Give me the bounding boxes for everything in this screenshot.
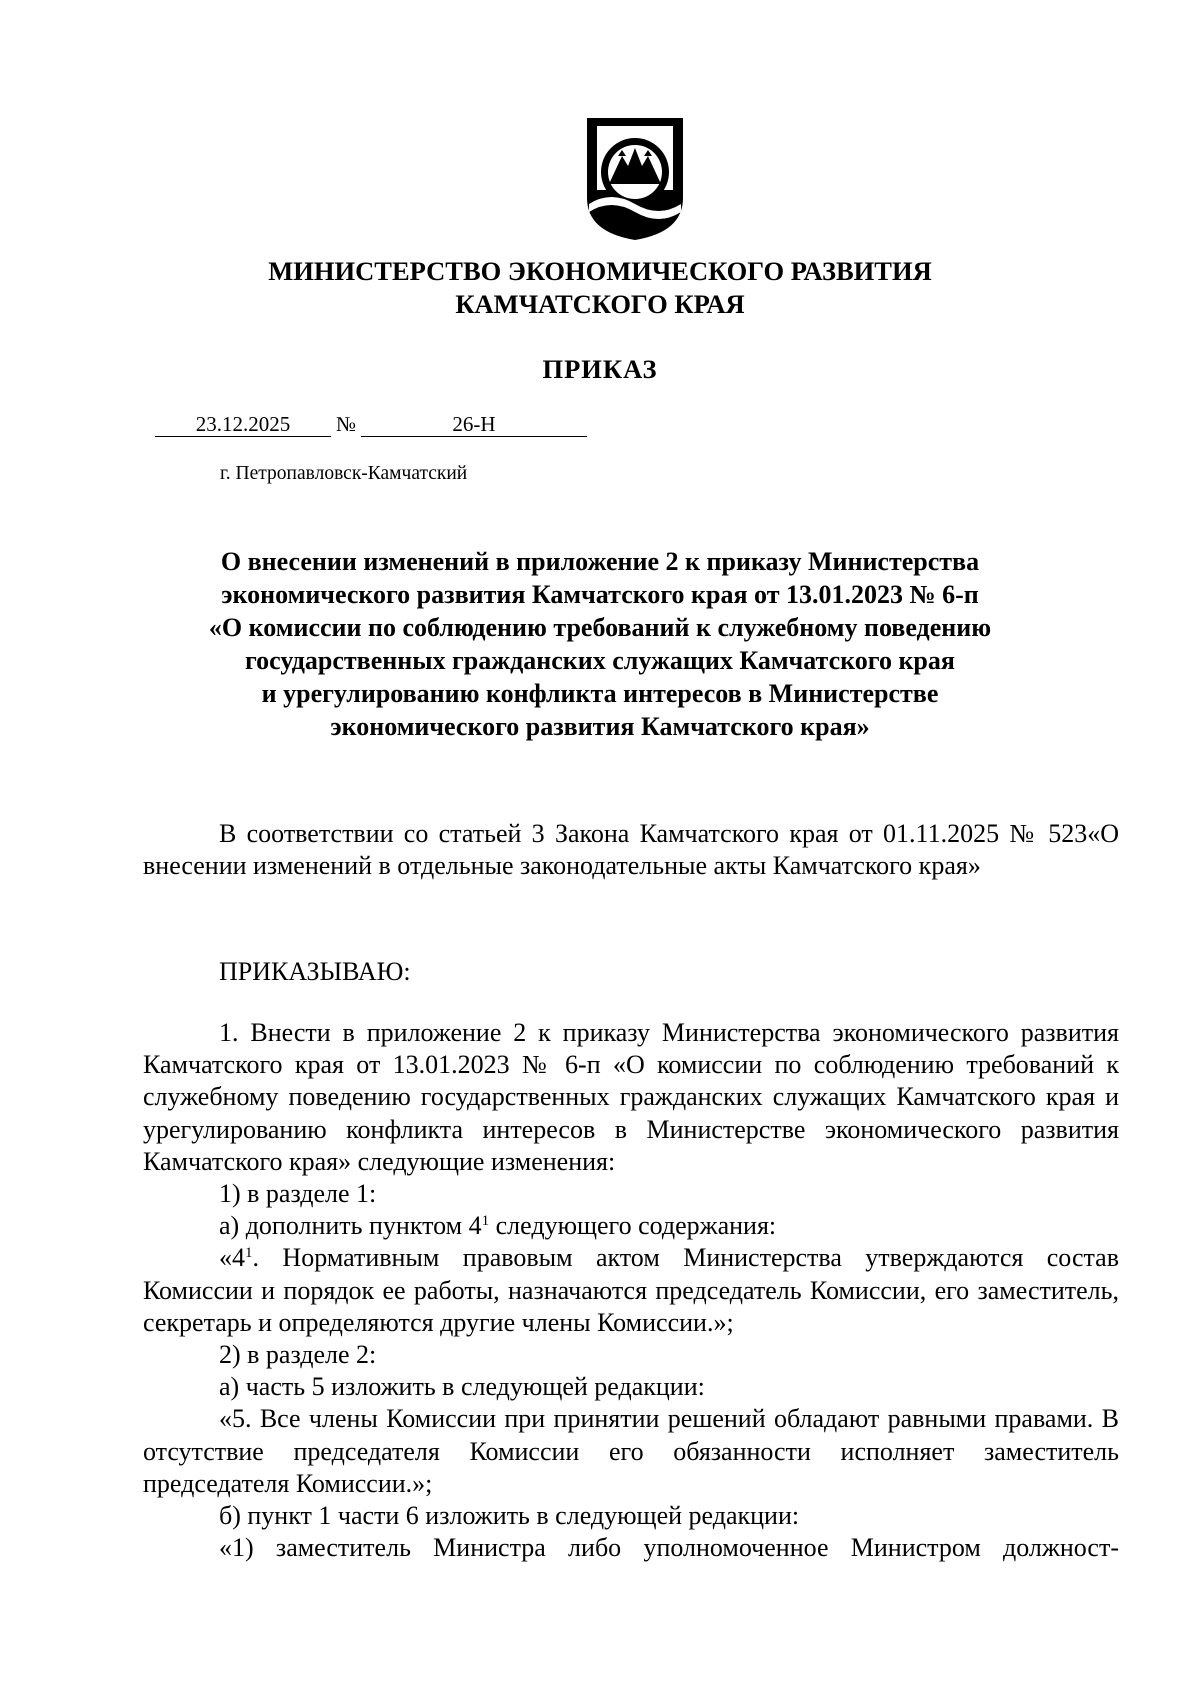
order-word-paragraph (143, 956, 1119, 988)
ministry-line-2: КАМЧАТСКОГО КРАЯ (455, 289, 745, 319)
section-2-subitem-b: б) пункт 1 части 6 изложить в следующей редакции: (219, 1501, 800, 1531)
section-1-subitem-a (143, 1210, 1119, 1242)
item-1: 1. Внести в приложение 2 к приказу Министерства экономического развития Камчатского края от 13.01.2023 № 6-п «О комиссии по соблюдению требований к служебному поведению государственных гражданских служащих Камчатского края и урегулированию конфликта интересов в Министерстве экономического развития Камчатского края» следующие изменения: (143, 1018, 1119, 1176)
legal-basis-paragraph (143, 818, 1119, 882)
coat-of-arms-icon (581, 112, 689, 242)
ministry-line-1: МИНИСТЕРСТВО ЭКОНОМИЧЕСКОГО РАЗВИТИЯ (268, 256, 932, 286)
order-word: ПРИКАЗЫВАЮ: (219, 957, 411, 986)
part-5-text: «5. Все члены Комиссии при принятии решений обладают равными правами. В отсутствие председателя Комиссии его обязанности исполняет заместитель председателя Комиссии.»; (143, 1404, 1119, 1498)
point-4-1-start: «4 (219, 1243, 245, 1273)
section-1-heading: 1) в разделе 1: (219, 1179, 377, 1209)
subject-line-5: и урегулированию конфликта интересов в Министерстве (261, 679, 939, 708)
document-type: ПРИКАЗ (542, 354, 658, 384)
subitem-a-text: а) дополнить пунктом 4 (219, 1211, 482, 1241)
subject-line-6: экономического развития Камчатского края» (330, 712, 870, 741)
order-items (143, 1017, 1119, 1564)
order-number: 26-Н (361, 412, 587, 437)
point-4-1-text (143, 1242, 1119, 1339)
section-2-subitem-a: а) часть 5 изложить в следующей редакции: (219, 1372, 705, 1402)
superscript: 1 (245, 1245, 253, 1262)
subitem-a-text-end: следующего содержания: (489, 1211, 777, 1241)
subject-line-1: О внесении изменений в приложение 2 к приказу Министерства (220, 547, 980, 576)
ministry-name (0, 255, 1200, 321)
subject-line-4: государственных гражданских служащих Камчатского края (245, 646, 955, 675)
section-2-heading: 2) в разделе 2: (219, 1340, 377, 1370)
legal-basis-text: В соответствии со статьей 3 Закона Камчатского края от 01.11.2025 № 523«О внесении изменений в отдельные законодательные акты Камчатского края» (143, 819, 1119, 881)
point-4-1-body: . Нормативным правовым актом Министерства утверждаются состав Комиссии и порядок ее работы, назначаются председатель Комиссии, его заместитель, секретарь и определяются другие члены Комиссии.»; (143, 1243, 1119, 1337)
superscript: 1 (481, 1213, 490, 1230)
order-date: 23.12.2025 (155, 412, 331, 437)
subject-line-2: экономического развития Камчатского края от 13.01.2023 № 6-п (221, 580, 979, 609)
part-6-point-1-text: «1) заместитель Министра либо уполномоченное Министром должност- (219, 1533, 1119, 1563)
date-number-line (155, 412, 587, 440)
city: г. Петропавловск-Камчатский (220, 463, 468, 484)
order-subject (0, 545, 1200, 743)
number-label: № (335, 412, 357, 436)
subject-line-3: «О комиссии по соблюдению требований к служебному поведению (208, 613, 992, 642)
